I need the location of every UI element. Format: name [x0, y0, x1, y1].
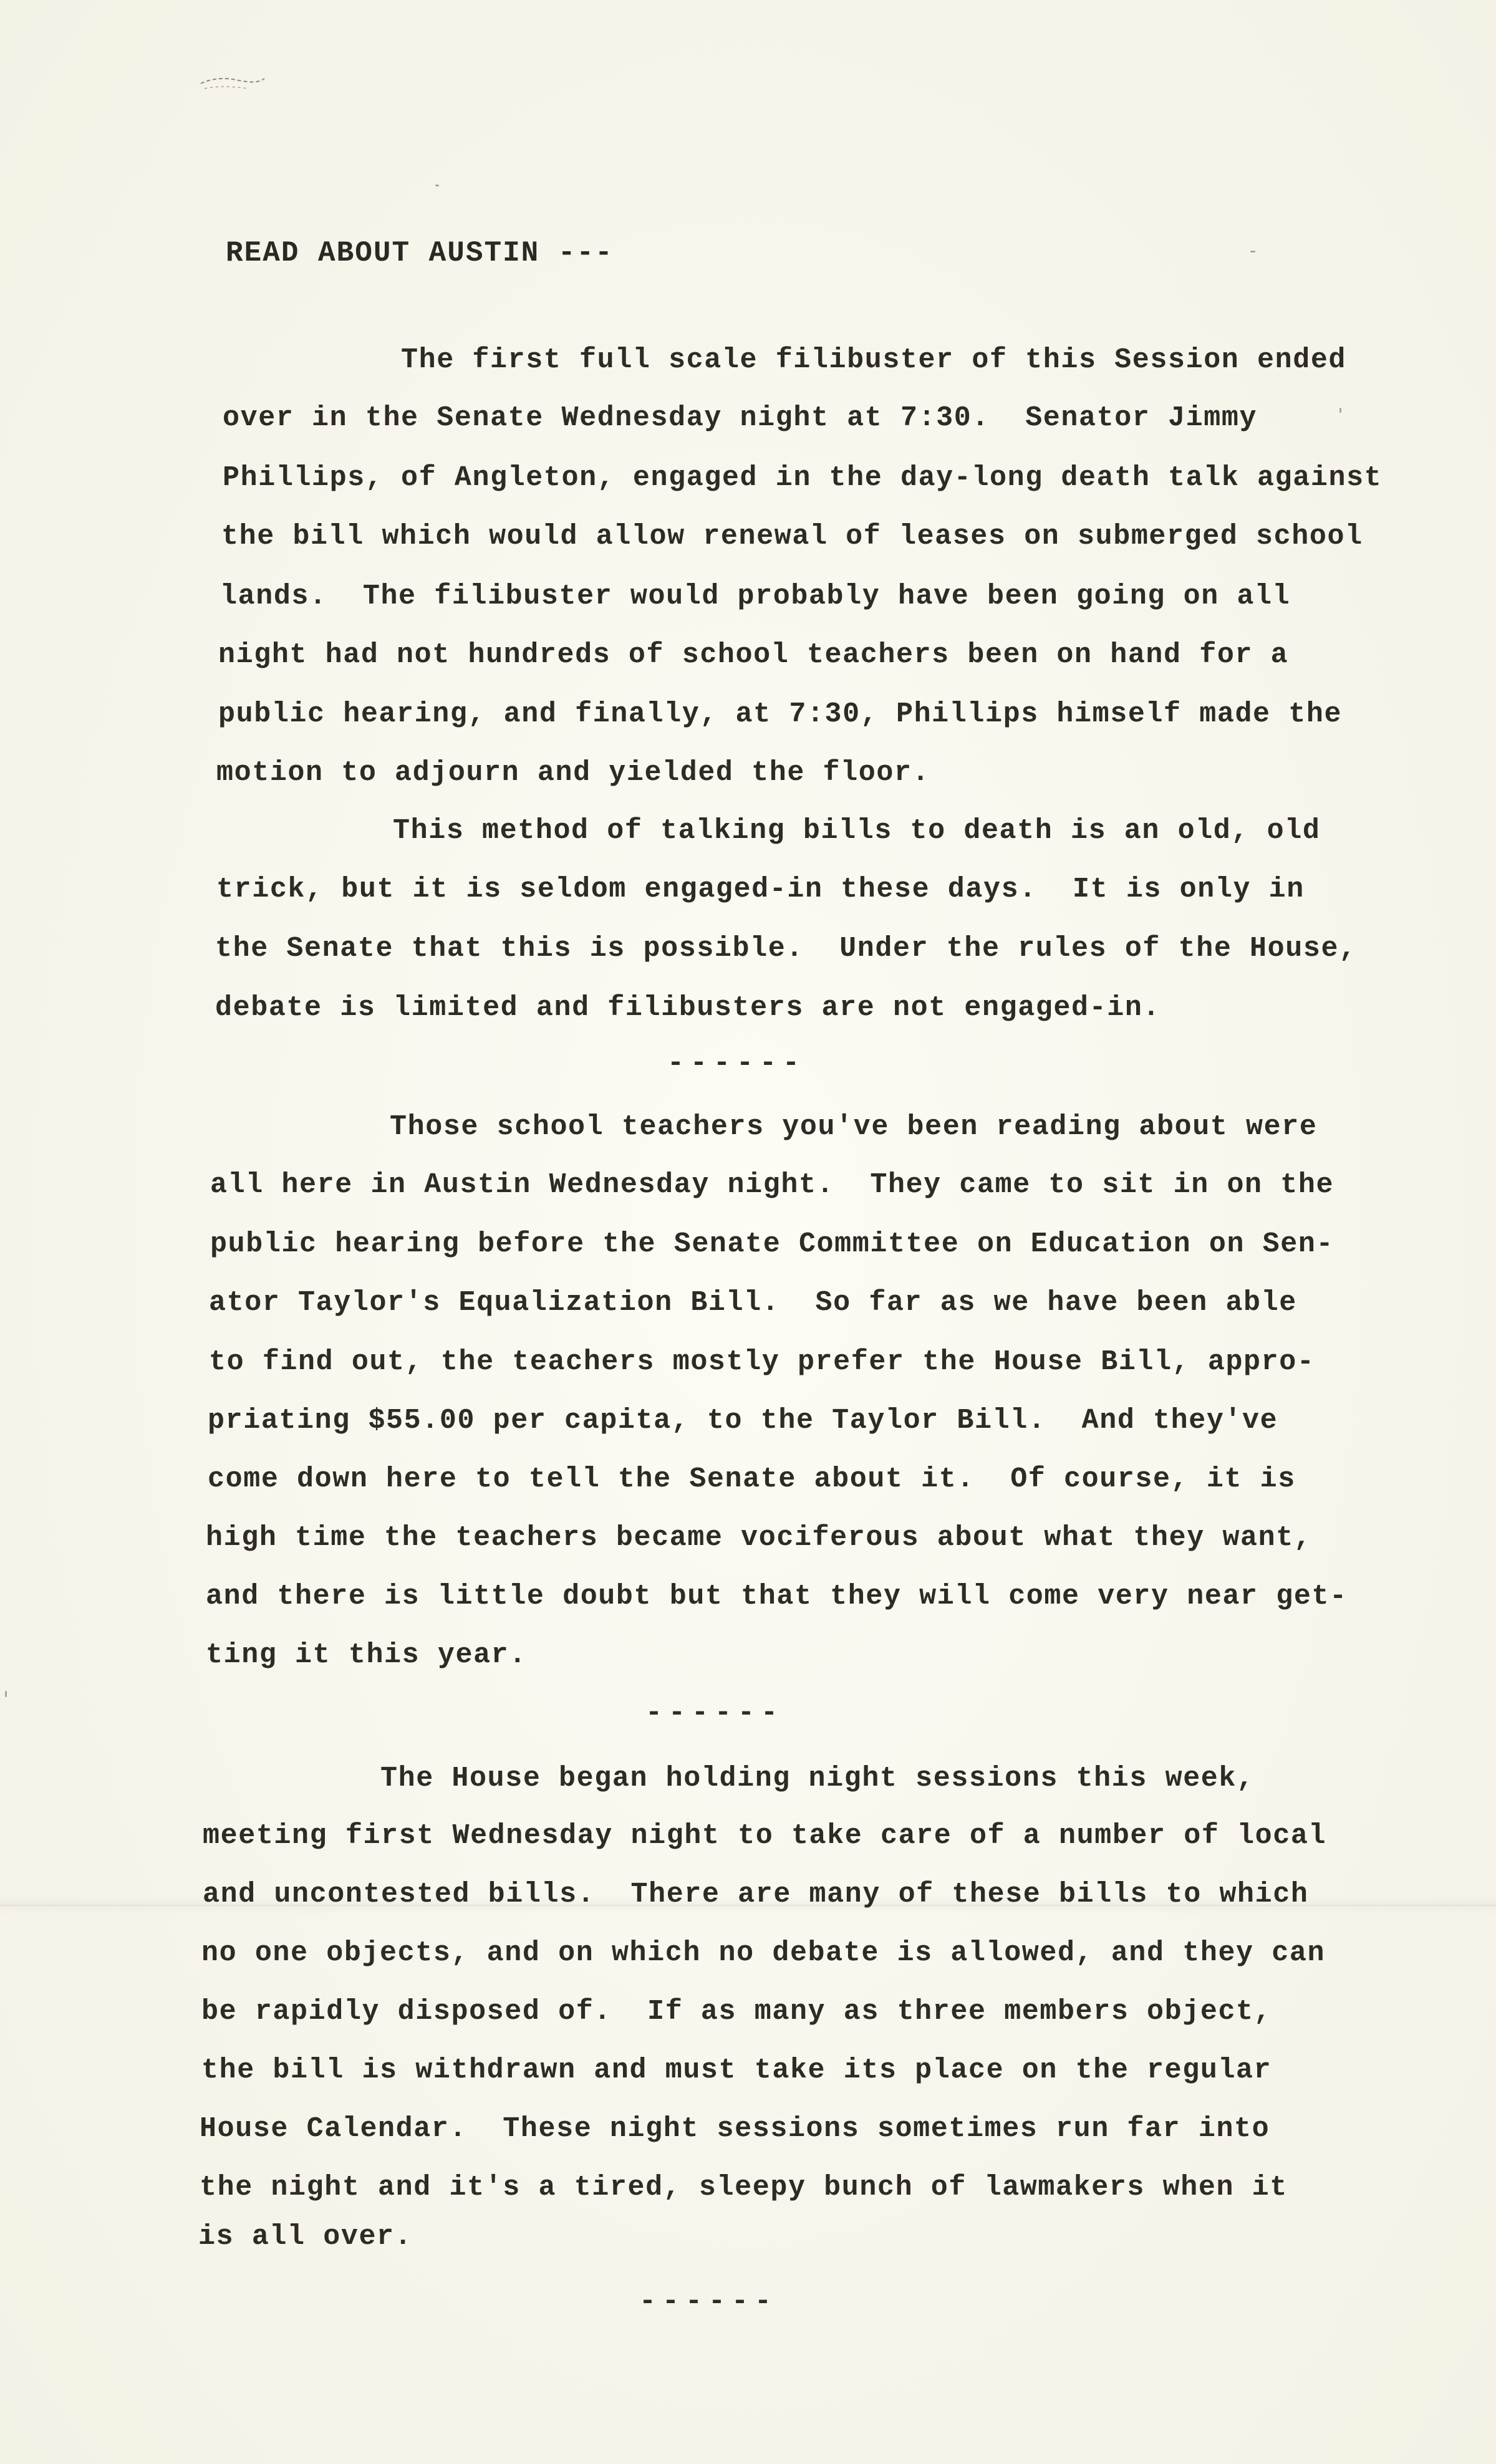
ink-speck: [5, 1691, 7, 1697]
text-line: public hearing before the Senate Committee on Education on Sen-: [210, 1228, 1334, 1260]
text-line: all here in Austin Wednesday night. They came to sit in on the: [210, 1169, 1334, 1201]
text-line: the bill which would allow renewal of leases on submerged school: [221, 521, 1363, 552]
section-separator: ------: [667, 1047, 806, 1079]
text-line: come down here to tell the Senate about it. Of course, it is: [208, 1463, 1296, 1495]
ink-speck: [435, 185, 439, 186]
text-line: night had not hundreds of school teachers been on hand for a: [218, 639, 1289, 671]
text-line: no one objects, and on which no debate is allowed, and they can: [201, 1937, 1326, 1969]
text-line: The first full scale filibuster of this Session ended: [401, 344, 1347, 376]
text-line: be rapidly disposed of. If as many as three members object,: [201, 1996, 1272, 2028]
text-line: trick, but it is seldom engaged-in these days. It is only in: [216, 873, 1305, 905]
text-line: over in the Senate Wednesday night at 7:30. Senator Jimmy: [223, 402, 1258, 434]
text-line: motion to adjourn and yielded the floor.: [216, 757, 930, 789]
text-line: debate is limited and filibusters are not engaged-in.: [215, 992, 1161, 1024]
text-line: Those school teachers you've been reading about were: [390, 1111, 1318, 1143]
text-line: the night and it's a tired, sleepy bunch of lawmakers when it: [200, 2172, 1288, 2203]
text-line: high time the teachers became vociferous about what they want,: [206, 1522, 1312, 1554]
text-line: meeting first Wednesday night to take care of a number of local: [203, 1820, 1327, 1852]
text-line: lands. The filibuster would probably have been going on all: [220, 580, 1291, 612]
ink-speck: [1339, 408, 1341, 413]
text-line: ator Taylor's Equalization Bill. So far as we have been able: [209, 1287, 1297, 1319]
pencil-mark: [198, 70, 267, 95]
text-line: Phillips, of Angleton, engaged in the day-long death talk against: [223, 462, 1383, 494]
page-title: READ ABOUT AUSTIN ---: [226, 237, 614, 269]
text-line: and uncontested bills. There are many of these bills to which: [203, 1879, 1309, 1910]
text-line: to find out, the teachers mostly prefer the House Bill, appro-: [209, 1346, 1315, 1378]
text-line: public hearing, and finally, at 7:30, Phillips himself made the: [218, 698, 1343, 730]
text-line: This method of talking bills to death is an old, old: [393, 815, 1321, 847]
text-line: and there is little doubt but that they will come very near get-: [206, 1581, 1348, 1612]
text-line: is all over.: [198, 2221, 413, 2253]
text-line: the bill is withdrawn and must take its place on the regular: [201, 2054, 1272, 2086]
text-line: priating $55.00 per capita, to the Taylor Bill. And they've: [208, 1405, 1278, 1437]
ink-speck: [1250, 251, 1255, 253]
section-separator: ------: [639, 2286, 778, 2317]
text-line: The House began holding night sessions this week,: [380, 1763, 1255, 1794]
text-line: the Senate that this is possible. Under the rules of the House,: [215, 933, 1357, 965]
text-line: House Calendar. These night sessions sometimes run far into: [200, 2113, 1270, 2145]
section-separator: ------: [645, 1697, 784, 1729]
text-line: ting it this year.: [206, 1639, 527, 1671]
